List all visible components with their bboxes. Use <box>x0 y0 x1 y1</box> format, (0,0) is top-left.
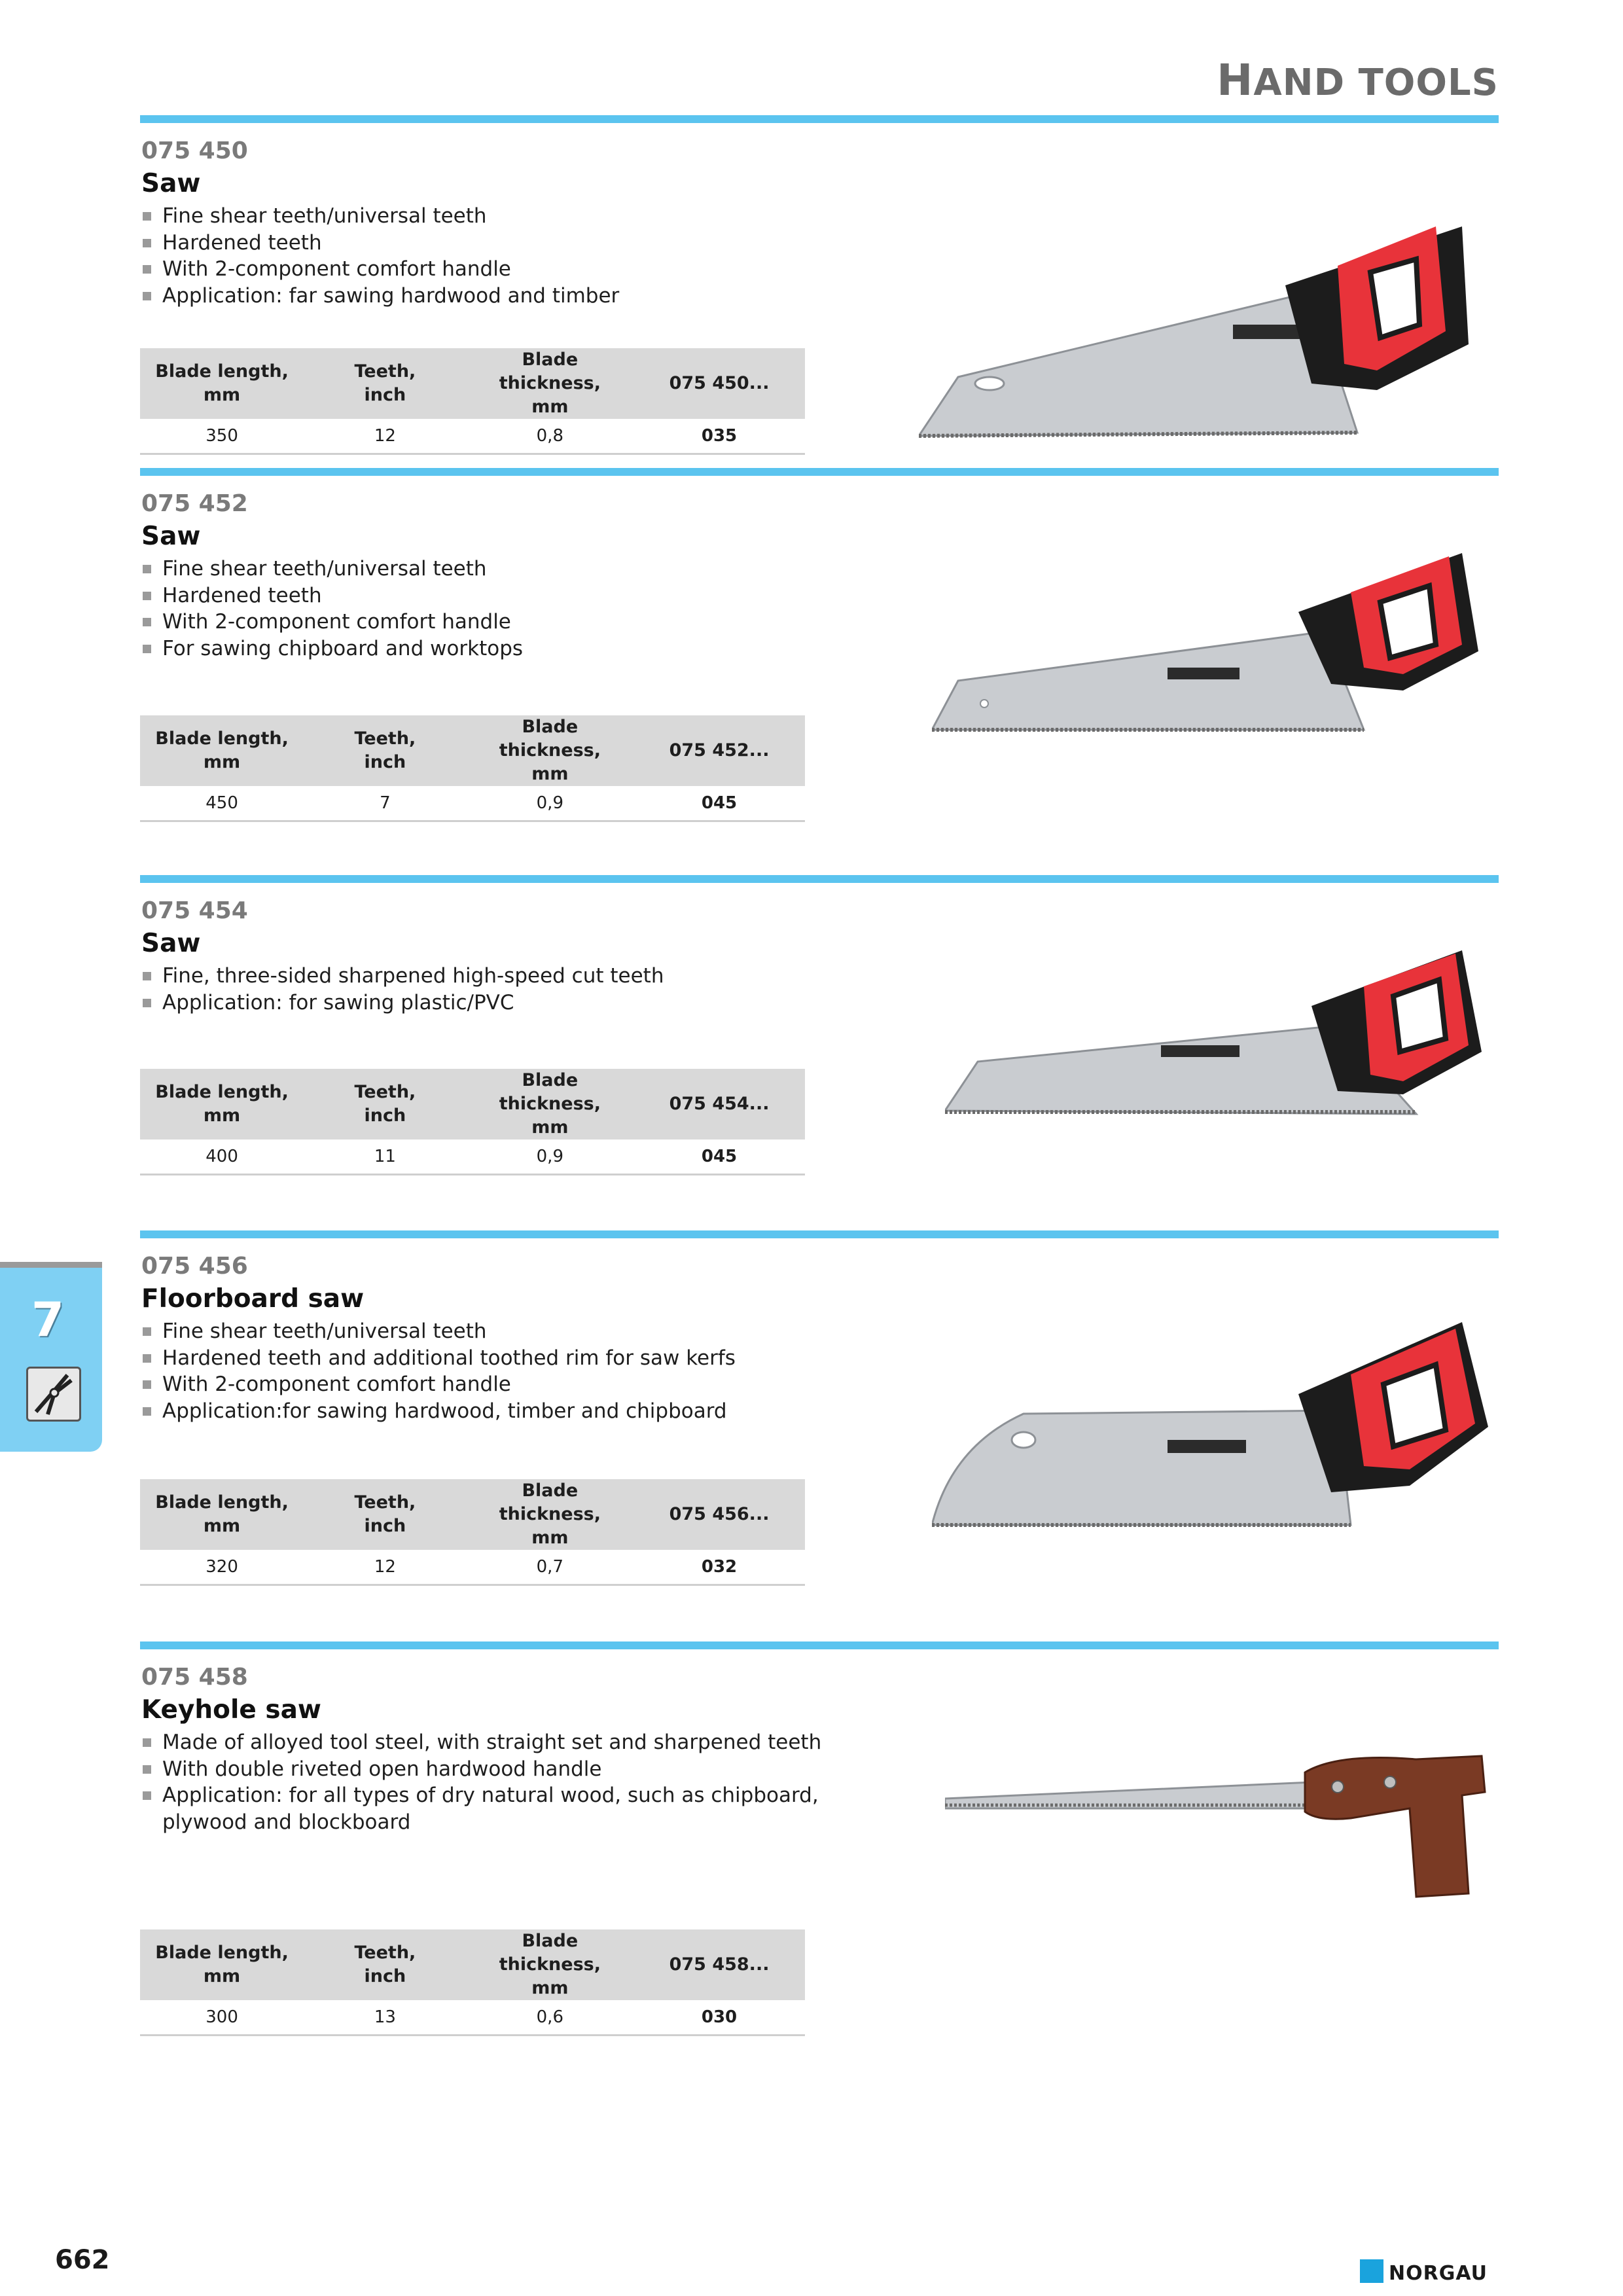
handsaw-image <box>932 540 1482 736</box>
cell-blade-length: 450 <box>205 793 238 813</box>
feature-list <box>140 963 893 1016</box>
section-divider <box>140 468 1499 476</box>
cell-order-code: 045 <box>701 793 738 813</box>
feature-item: Fine shear teeth/universal teeth <box>140 1318 893 1345</box>
header-order-code: 075 450... <box>633 348 805 419</box>
feature-item: Fine shear teeth/universal teeth <box>140 203 893 230</box>
chapter-number: 7 <box>31 1292 65 1347</box>
product-code: 075 456 <box>141 1253 248 1280</box>
header-blade-length: Blade length, mm <box>140 715 304 786</box>
cell-order-code: 035 <box>701 426 738 446</box>
feature-item: With 2-component comfort handle <box>140 1371 893 1398</box>
cell-blade-thickness: 0,7 <box>536 1557 563 1577</box>
product-code: 075 458 <box>141 1664 248 1691</box>
cell-teeth: 13 <box>374 2007 396 2027</box>
feature-item: With 2-component comfort handle <box>140 256 893 283</box>
feature-item: Fine, three-sided sharpened high-speed cut teeth <box>140 963 893 990</box>
brand-logo-square <box>1360 2259 1383 2283</box>
section-divider <box>140 875 1499 883</box>
handsaw-image <box>919 174 1482 449</box>
product-section <box>140 1230 1499 1577</box>
product-code: 075 454 <box>141 897 248 924</box>
header-blade-thickness: Blade thickness, mm <box>467 1479 633 1550</box>
header-teeth: Teeth, inch <box>304 348 467 419</box>
header-blade-thickness: Blade thickness, mm <box>467 715 633 786</box>
header-teeth: Teeth, inch <box>304 715 467 786</box>
feature-item: Application: for sawing plastic/PVC <box>140 990 893 1016</box>
header-blade-thickness: Blade thickness, mm <box>467 348 633 419</box>
brand-name: NORGAU <box>1389 2262 1488 2285</box>
cell-blade-thickness: 0,6 <box>536 2007 563 2027</box>
cell-teeth: 12 <box>374 426 396 446</box>
spec-table <box>140 1479 805 1586</box>
spec-table <box>140 348 805 455</box>
section-divider <box>140 1641 1499 1649</box>
feature-item: With double riveted open hardwood handle <box>140 1756 893 1783</box>
feature-list <box>140 1729 893 1835</box>
cell-blade-thickness: 0,9 <box>536 1147 563 1166</box>
pliers-icon <box>26 1367 81 1422</box>
table-row <box>140 1550 805 1585</box>
header-order-code: 075 452... <box>633 715 805 786</box>
header-blade-thickness: Blade thickness, mm <box>467 1069 633 1139</box>
section-divider <box>140 115 1499 123</box>
header-blade-thickness: Blade thickness, mm <box>467 1929 633 2000</box>
header-order-code: 075 458... <box>633 1929 805 2000</box>
feature-item: Hardened teeth and additional toothed rim for saw kerfs <box>140 1345 893 1372</box>
feature-item: Fine shear teeth/universal teeth <box>140 556 893 583</box>
feature-item: Hardened teeth <box>140 583 893 609</box>
header-blade-length: Blade length, mm <box>140 1069 304 1139</box>
feature-list <box>140 1318 893 1424</box>
page-header-title: HAND TOOLS <box>1217 55 1499 105</box>
product-section <box>140 115 1499 469</box>
cell-teeth: 7 <box>380 793 391 813</box>
product-section <box>140 468 1499 821</box>
product-name: Floorboard saw <box>141 1284 365 1314</box>
product-code: 075 450 <box>141 137 248 164</box>
header-order-code: 075 454... <box>633 1069 805 1139</box>
product-name: Saw <box>141 929 201 958</box>
table-row <box>140 2000 805 2036</box>
product-section <box>140 1641 1499 2047</box>
cell-order-code: 030 <box>701 2007 738 2027</box>
feature-list <box>140 203 893 309</box>
product-name: Saw <box>141 169 201 198</box>
header-blade-length: Blade length, mm <box>140 1479 304 1550</box>
header-blade-length: Blade length, mm <box>140 348 304 419</box>
cell-blade-length: 400 <box>205 1147 238 1166</box>
page-number: 662 <box>55 2245 110 2275</box>
header-teeth: Teeth, inch <box>304 1929 467 2000</box>
feature-item: With 2-component comfort handle <box>140 609 893 636</box>
table-row <box>140 419 805 454</box>
spec-table <box>140 1069 805 1175</box>
spec-table <box>140 715 805 822</box>
cell-blade-length: 300 <box>205 2007 238 2027</box>
table-row <box>140 1139 805 1175</box>
header-teeth: Teeth, inch <box>304 1479 467 1550</box>
product-section <box>140 875 1499 1215</box>
spec-table <box>140 1929 805 2036</box>
cell-teeth: 12 <box>374 1557 396 1577</box>
floorboard-saw-image <box>932 1316 1495 1545</box>
feature-list <box>140 556 893 662</box>
section-divider <box>140 1230 1499 1238</box>
cell-blade-thickness: 0,9 <box>536 793 563 813</box>
feature-item: Application: far sawing hardwood and timber <box>140 283 893 310</box>
cell-order-code: 032 <box>701 1557 738 1577</box>
table-row <box>140 786 805 821</box>
header-teeth: Teeth, inch <box>304 1069 467 1139</box>
feature-item: Application:for sawing hardwood, timber and chipboard <box>140 1398 893 1425</box>
cell-order-code: 045 <box>701 1147 738 1166</box>
header-order-code: 075 456... <box>633 1479 805 1550</box>
feature-item: Made of alloyed tool steel, with straight set and sharpened teeth <box>140 1729 893 1756</box>
product-name: Saw <box>141 522 201 551</box>
header-blade-length: Blade length, mm <box>140 1929 304 2000</box>
cell-blade-length: 350 <box>205 426 238 446</box>
chapter-tab <box>0 1262 102 1452</box>
feature-item: Application: for all types of dry natural wood, such as chipboard, plywood and blockboard <box>140 1782 893 1835</box>
product-code: 075 452 <box>141 490 248 517</box>
keyhole-saw-image <box>945 1746 1488 1910</box>
cell-blade-thickness: 0,8 <box>536 426 563 446</box>
cell-blade-length: 320 <box>205 1557 238 1577</box>
cell-teeth: 11 <box>374 1147 396 1166</box>
handsaw-image <box>945 941 1488 1137</box>
feature-item: For sawing chipboard and worktops <box>140 636 893 662</box>
product-name: Keyhole saw <box>141 1695 321 1725</box>
chapter-tab-bar <box>0 1262 102 1268</box>
feature-item: Hardened teeth <box>140 230 893 257</box>
